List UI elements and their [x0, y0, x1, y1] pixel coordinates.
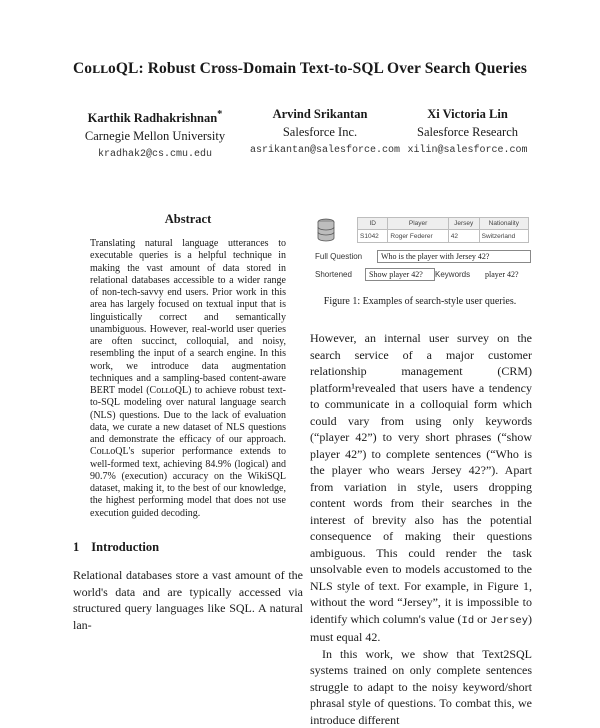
paragraph-text: or — [474, 612, 490, 626]
intro-text: Relational databases store a vast amount of the world's data and are typically accessed via structured query languages like SQL. A natural lan- — [73, 567, 303, 633]
full-question-box: Who is the player with Jersey 42? — [377, 250, 531, 263]
database-icon — [317, 218, 335, 242]
figure-caption: Figure 1: Examples of search-style user queries. — [300, 296, 540, 307]
author-name: Arvind Srikantan — [250, 106, 390, 123]
table-row — [358, 230, 529, 243]
paper-title: CᴏʟʟᴏQL: Robust Cross-Domain Text-to-SQL Over Search Queries — [0, 60, 600, 78]
paragraph — [310, 330, 532, 646]
author-2 — [250, 106, 390, 158]
shortened-box: Show player 42? — [365, 268, 435, 281]
author-email: kradhak2@cs.cmu.edu — [70, 148, 240, 162]
author-email: asrikantan@salesforce.com — [250, 144, 390, 158]
table-cell: S1042 — [358, 230, 388, 243]
table-cell: Roger Federer — [388, 230, 448, 243]
code-term: Id — [462, 615, 475, 627]
section-number: 1 — [73, 540, 79, 554]
paragraph-text: ) must equal 42. — [310, 612, 532, 645]
author-1 — [70, 106, 240, 162]
author-name: Karthik Radhakrishnan — [88, 111, 218, 125]
author-block — [70, 106, 540, 158]
full-question-label: Full Question — [315, 252, 362, 261]
paragraph-text: However, an internal user survey on the search service of a major customer relationship management (CRM) platform¹revealed that users have a tendency to communicate in a colloquial form which could vary from using only keywords (“player 42”) to very short phrases (“show player 42”) to complete sentences (“Who is the player who wears Jersey 42?”). Apart from variation in style, users dropping content words from their searches in the interest of brevity also has the potential consequence of making their questions ambiguous. This could render the task unsolvable even to models accustomed to the NLS style of text. For example, in Figure 1, without the word “Jersey”, it is impossible to identify which column's value ( — [310, 331, 532, 626]
author-name: Xi Victoria Lin — [395, 106, 540, 123]
code-term: Jersey — [490, 615, 528, 627]
keywords-label: Keywords — [435, 270, 470, 279]
right-column — [310, 330, 532, 728]
author-email: xilin@salesforce.com — [395, 144, 540, 158]
abstract-text: Translating natural language utterances to executable queries is a helpful technique in making the vast amount of data stored in relational databases accessible to a wider range of non-tech-savvy end users. Prior work in this area has largely focused on textual input that is linguistically correct and semantically unambiguous. However, real-world user queries are often succinct, colloquial, and noisy, resembling the input of a search engine. In this work, we introduce data augmentation techniques and a sampling-based content-aware BERT model (CᴏʟʟᴏQL) to achieve robust text-to-SQL modeling over natural language search (NLS) questions. Due to the lack of evaluation data, we curate a new dataset of NLS questions and demonstrate the efficacy of our approach. CᴏʟʟᴏQL's superior performance extends to well-formed text, achieving 84.9% (logical) and 90.7% (execution) accuracy on the WikiSQL dataset, making it, to the best of our knowledge, the highest performing model that does not use execution guided decoding. — [90, 238, 286, 520]
author-affiliation: Salesforce Research — [395, 123, 540, 141]
shortened-label: Shortened — [315, 270, 352, 279]
author-3 — [395, 106, 540, 158]
table-header: ID — [358, 218, 388, 230]
table-cell: Switzerland — [479, 230, 528, 243]
section-heading — [73, 540, 159, 555]
keywords-box: player 42? — [481, 268, 531, 281]
table-header: Jersey — [448, 218, 479, 230]
table-header: Player — [388, 218, 448, 230]
example-table — [357, 217, 529, 243]
section-title: Introduction — [91, 540, 159, 554]
author-affiliation: Salesforce Inc. — [250, 123, 390, 141]
table-cell: 42 — [448, 230, 479, 243]
table-header: Nationality — [479, 218, 528, 230]
author-footnote-mark: * — [217, 109, 222, 120]
abstract-heading: Abstract — [90, 212, 286, 227]
paragraph: In this work, we show that Text2SQL systems trained on only complete sentences struggle to adapt to the noisy keyword/short phrasal style of questions. To combat this, we introduce different — [310, 646, 532, 728]
author-affiliation: Carnegie Mellon University — [70, 127, 240, 145]
table-header-row — [358, 218, 529, 230]
